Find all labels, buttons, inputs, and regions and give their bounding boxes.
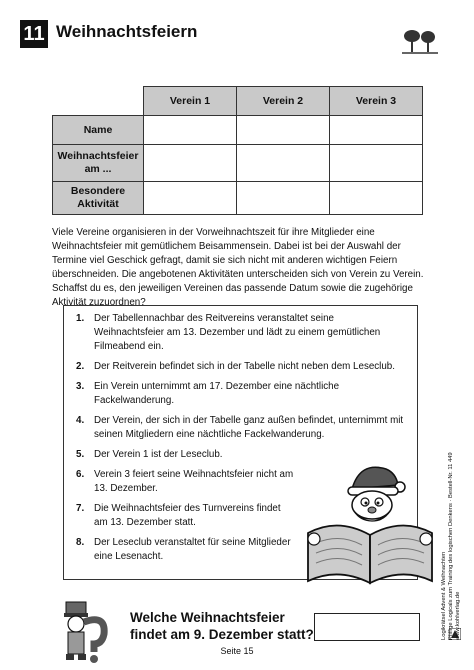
clue-number: 5. bbox=[76, 449, 85, 460]
side-line-3: www.kohlverlag.de bbox=[455, 591, 461, 640]
side-imprint bbox=[441, 452, 462, 640]
clue-number: 4. bbox=[76, 415, 85, 426]
clue-number: 7. bbox=[76, 503, 85, 514]
clue-text: Der Leseclub veranstaltet für seine Mitglieder eine Lesenacht. bbox=[94, 537, 291, 562]
side-line-1: Logikrätsel Advent & Weihnachten bbox=[441, 551, 447, 640]
column-header: Verein 2 bbox=[237, 87, 330, 116]
row-header-activity: Besondere Aktivität bbox=[53, 182, 144, 215]
clue-number: 6. bbox=[76, 469, 85, 480]
table-cell[interactable] bbox=[330, 182, 423, 215]
clue-text: Verein 3 feiert seine Weihnachtsfeier nicht am 13. Dezember. bbox=[94, 469, 294, 494]
table-cell[interactable] bbox=[144, 145, 237, 182]
clue-item bbox=[76, 312, 406, 354]
answer-field[interactable] bbox=[314, 613, 420, 641]
table-cell[interactable] bbox=[237, 116, 330, 145]
page-title: Weihnachtsfeiern bbox=[56, 22, 198, 41]
tree-icon bbox=[400, 28, 440, 56]
clue-text: Die Weihnachtsfeier des Turnvereins findet am 13. Dezember statt. bbox=[94, 503, 281, 528]
clue-text: Der Tabellennachbar des Reitvereins veranstaltet seine Weihnachtsfeier am 13. Dezember und lädt zu einem gemütlichen Filmeabend ein. bbox=[94, 313, 381, 352]
solution-table bbox=[52, 86, 423, 215]
clue-text: Ein Verein unternimmt am 17. Dezember eine nächtliche Fackelwanderung. bbox=[94, 381, 340, 406]
clue-text: Der Verein 1 ist der Leseclub. bbox=[94, 449, 223, 460]
intro-text: Viele Vereine organisieren in der Vorweihnachtszeit für ihre Mitglieder eine Weihnachtsfeier mit gemütlichem Beisammensein. Dabei ist bei der Auswahl der Termine viel Geschick gefragt, damit sie sich nicht mit anderen wichtigen Feiern überschneiden. Die angebotenen Aktivitäten unterscheiden sich von Verein zu Verein. Schaffst du es, den jeweiligen Vereinen das passende Datum sowie die zugehörige Aktivität zuzuordnen? bbox=[52, 227, 424, 308]
clue-number: 2. bbox=[76, 361, 85, 372]
clue-text: Der Verein, der sich in der Tabelle ganz außen befindet, unternimmt mit seinen Mitgliedern eine nächtliche Fackelwanderung. bbox=[94, 415, 404, 440]
table-corner bbox=[53, 87, 144, 116]
row-header-date: Weihnachtsfeier am ... bbox=[53, 145, 144, 182]
table-cell[interactable] bbox=[237, 182, 330, 215]
table-cell[interactable] bbox=[144, 182, 237, 215]
column-header: Verein 3 bbox=[330, 87, 423, 116]
clue-number: 8. bbox=[76, 537, 85, 548]
table-cell[interactable] bbox=[237, 145, 330, 182]
exercise-number: 11 bbox=[20, 20, 48, 48]
question-line-2: findet am 9. Dezember statt? bbox=[130, 627, 314, 642]
clue-item bbox=[76, 502, 294, 530]
table-cell[interactable] bbox=[144, 116, 237, 145]
clue-number: 3. bbox=[76, 381, 85, 392]
table-cell[interactable] bbox=[330, 116, 423, 145]
column-header: Verein 1 bbox=[144, 87, 237, 116]
side-line-2: Pfiffige Logicals zum Training des logischen Denkens · Bestell-Nr. 11 449 bbox=[448, 452, 454, 640]
santa-reading-icon bbox=[300, 455, 440, 585]
row-header-name: Name bbox=[53, 116, 144, 145]
clue-number: 1. bbox=[76, 313, 85, 324]
question-text bbox=[130, 609, 314, 643]
question-line-1: Welche Weihnachtsfeier bbox=[130, 610, 285, 625]
clue-item bbox=[76, 360, 406, 374]
clue-item bbox=[76, 536, 294, 564]
clue-text: Der Reitverein befindet sich in der Tabelle nicht neben dem Leseclub. bbox=[94, 361, 395, 372]
page-number: Seite 15 bbox=[220, 646, 254, 656]
clue-item bbox=[76, 468, 294, 496]
clue-item bbox=[76, 380, 406, 408]
table-cell[interactable] bbox=[330, 145, 423, 182]
clue-item bbox=[76, 414, 406, 442]
